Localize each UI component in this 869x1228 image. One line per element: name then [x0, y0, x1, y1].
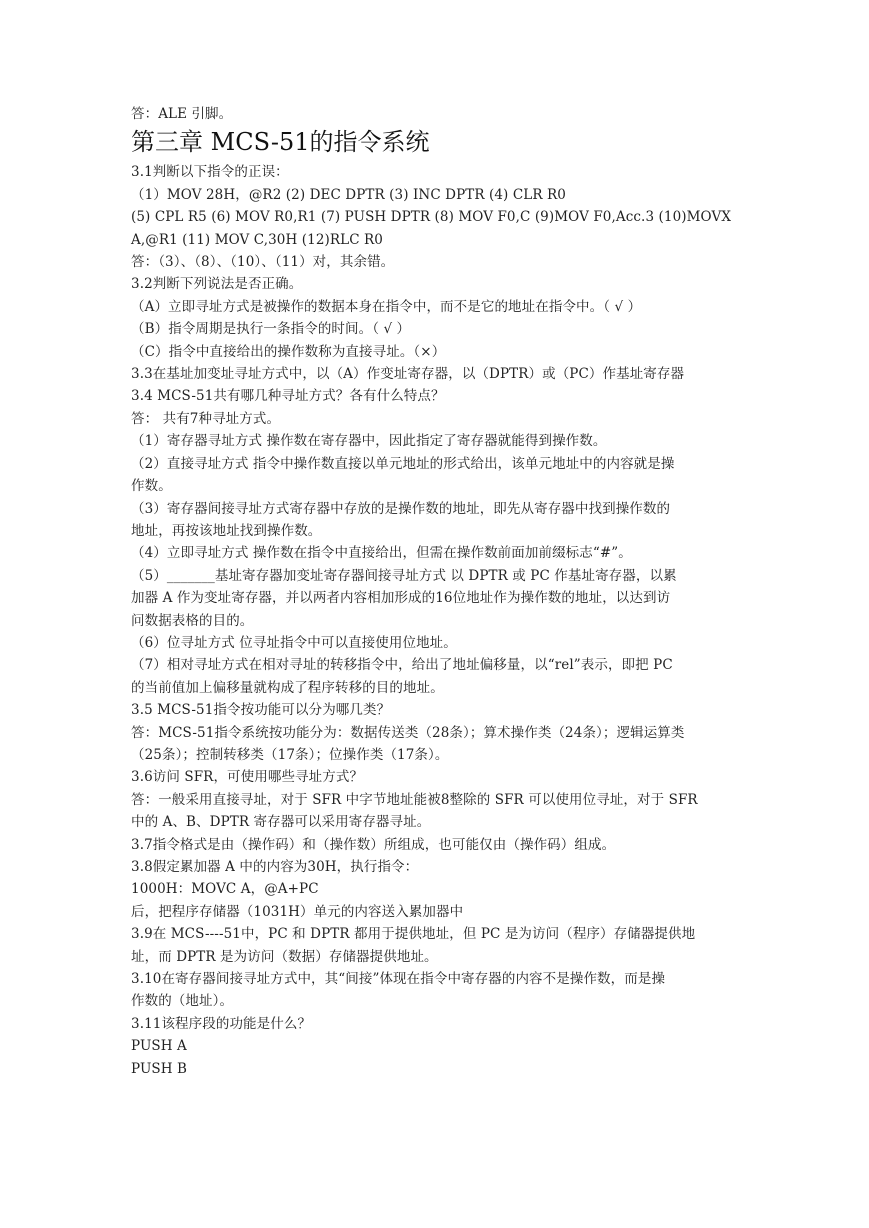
text-line: 答：MCS-51指令系统按功能分为：数据传送类（28条）；算术操作类（24条）；逻辑运算类: [131, 724, 685, 741]
text-line: 3.7指令格式是由（操作码）和（操作数）所组成，也可能仅由（操作码）组成。: [131, 836, 616, 853]
text-line: 址，而 DPTR 是为访问（数据）存储器提供地址。: [131, 948, 438, 965]
top-answer: 答：ALE 引脚。: [131, 106, 233, 122]
text-line: 3.1判断以下指令的正误：: [131, 164, 289, 181]
text-line: 答： 共有7种寻址方式。: [131, 410, 281, 427]
text-line: 3.4 MCS-51共有哪几种寻址方式？各有什么特点？: [131, 388, 445, 405]
text-line: 作数的（地址）。: [131, 993, 234, 1010]
document-body: [131, 103, 741, 1080]
text-line: 地址，再按该地址找到操作数。: [131, 522, 322, 539]
text-line: 答：（3）、（8）、（10）、（11）对，其余错。: [131, 254, 395, 271]
text-line: 答：一般采用直接寻址，对于 SFR 中字节地址能被8整除的 SFR 可以使用位寻址，对于 SFR: [131, 791, 698, 808]
text-line: 3.2判断下列说法是否正确。: [131, 276, 303, 293]
text-line: （C）指令中直接给出的操作数称为直接寻址。（×）: [131, 343, 446, 360]
text-line: （7）相对寻址方式在相对寻址的转移指令中，给出了地址偏移量，以“rel”表示，即把 PC: [131, 657, 673, 674]
text-line: 作数。: [131, 478, 172, 495]
text-line: （6）位寻址方式 位寻址指令中可以直接使用位地址。: [131, 634, 457, 651]
text-line: 3.3在基址加变址寻址方式中，以（A）作变址寄存器，以（DPTR）或（PC）作基址寄存器: [131, 366, 685, 383]
text-line: 1000H：MOVC A，@A+PC: [131, 881, 319, 898]
text-line: 3.5 MCS-51指令按功能可以分为哪几类？: [131, 702, 391, 719]
text-line: 后，把程序存储器（1031H）单元的内容送入累加器中: [131, 903, 464, 920]
text-line: 问数据表格的目的。: [131, 612, 254, 629]
text-line: （A）立即寻址方式是被操作的数据本身在指令中，而不是它的地址在指令中。（ √ ）: [131, 298, 642, 315]
text-line: 3.11该程序段的功能是什么？: [131, 1015, 312, 1032]
chapter-title: 第三章 MCS-51的指令系统: [131, 128, 430, 157]
text-line: A,@R1 (11) MOV C,30H (12)RLC R0: [131, 231, 383, 248]
text-line: PUSH B: [131, 1060, 188, 1077]
text-line: （5）_______基址寄存器加变址寄存器间接寻址方式 以 DPTR 或 PC 作基址寄存器，以累: [131, 567, 677, 584]
text-line: （3）寄存器间接寻址方式寄存器中存放的是操作数的地址，即先从寄存器中找到操作数的: [131, 500, 671, 517]
text-line: （4）立即寻址方式 操作数在指令中直接给出，但需在操作数前面加前缀标志“#”。: [131, 545, 632, 562]
text-line: 的当前值加上偏移量就构成了程序转移的目的地址。: [131, 679, 444, 696]
text-line: （1）MOV 28H，@R2 (2) DEC DPTR (3) INC DPTR (4) CLR R0: [131, 186, 566, 203]
text-line: 3.10在寄存器间接寻址方式中，其“间接”体现在指令中寄存器的内容不是操作数，而是操: [131, 971, 666, 988]
text-line: 3.6访问 SFR，可使用哪些寻址方式？: [131, 769, 364, 786]
text-line: 加器 A 作为变址寄存器，并以两者内容相加形成的16位地址作为操作数的地址，以达到访: [131, 590, 671, 607]
text-line: 中的 A、B、DPTR 寄存器可以采用寄存器寻址。: [131, 814, 431, 831]
text-line: （1）寄存器寻址方式 操作数在寄存器中，因此指定了寄存器就能得到操作数。: [131, 433, 607, 450]
text-line: PUSH A: [131, 1038, 187, 1055]
text-line: （25条）；控制转移类（17条）；位操作类（17条）。: [131, 746, 449, 763]
text-line: （B）指令周期是执行一条指令的时间。（ √ ）: [131, 321, 411, 338]
text-line: 3.9在 MCS----51中，PC 和 DPTR 都用于提供地址，但 PC 是为访问（程序）存储器提供地: [131, 926, 696, 943]
text-line: （2）直接寻址方式 指令中操作数直接以单元地址的形式给出，该单元地址中的内容就是操: [131, 455, 675, 472]
text-line: (5) CPL R5 (6) MOV R0,R1 (7) PUSH DPTR (8) MOV F0,C (9)MOV F0,Acc.3 (10)MOVX: [131, 209, 732, 226]
text-line: 3.8假定累加器 A 中的内容为30H，执行指令：: [131, 859, 419, 875]
